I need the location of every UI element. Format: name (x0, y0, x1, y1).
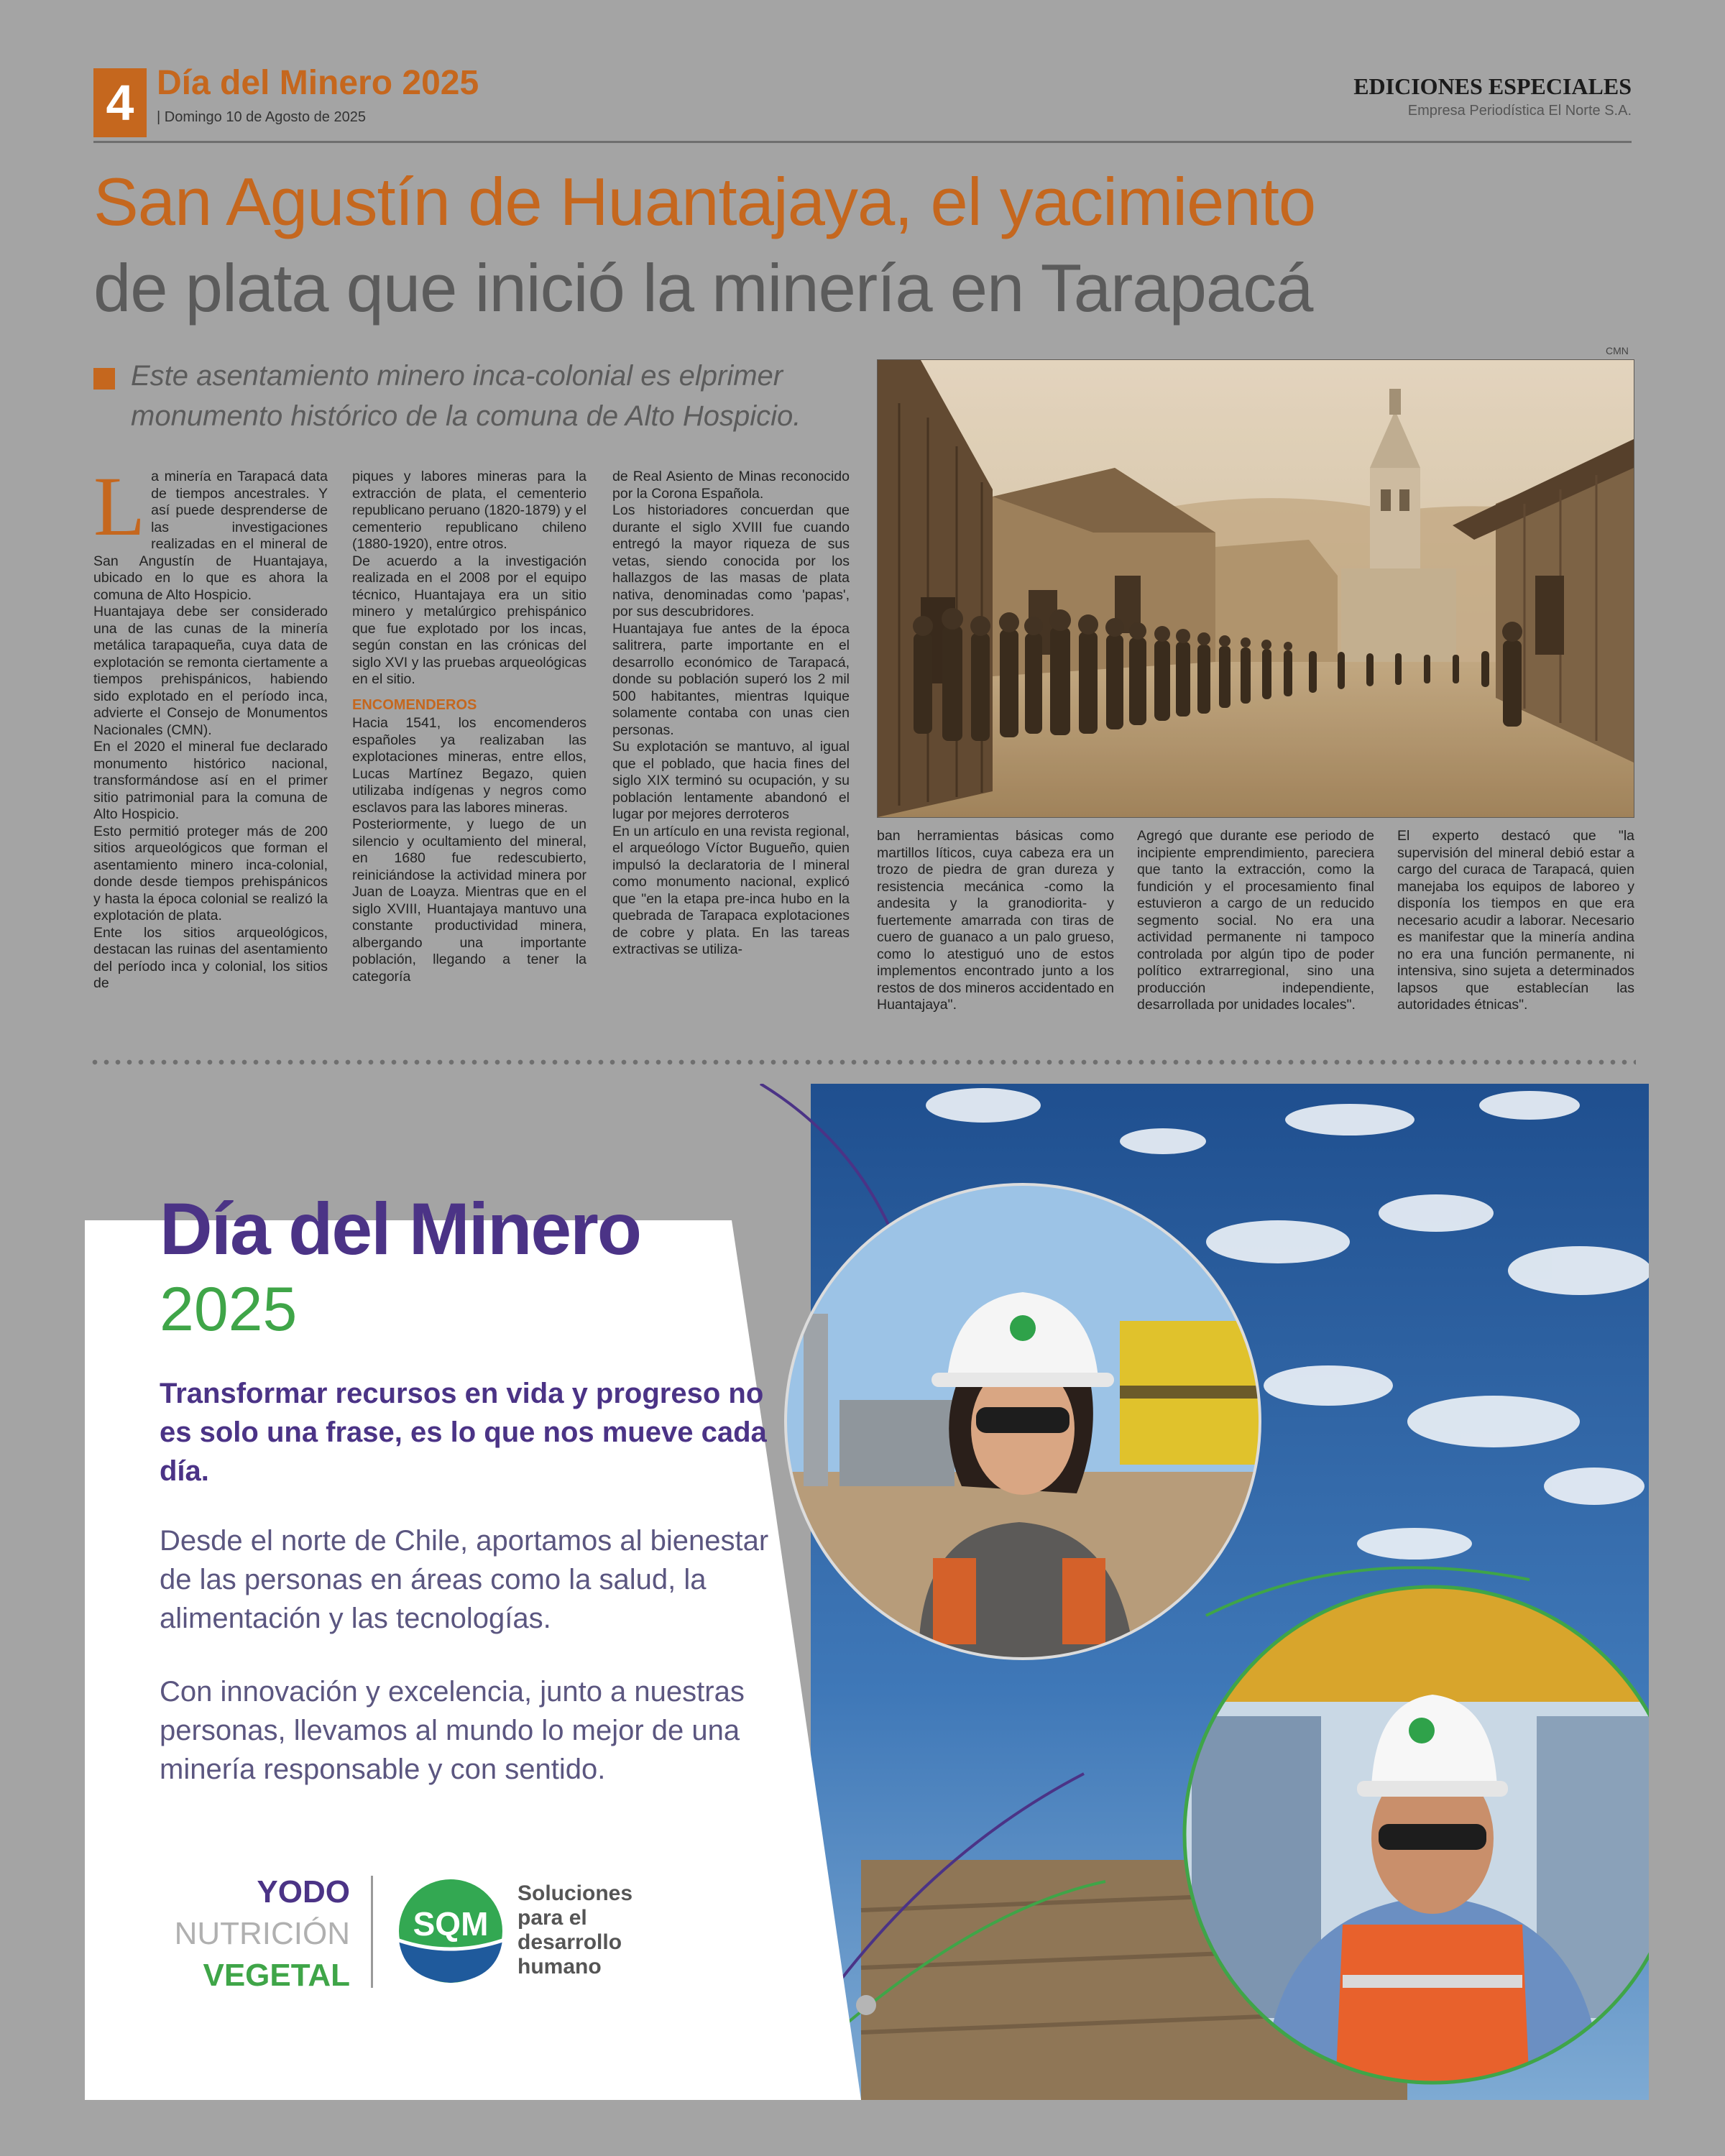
drop-cap: L (93, 459, 146, 553)
logo-yodo: YODO (257, 1874, 350, 1909)
paragraph: piques y labores mineras para la extracción de plata, el cementerio republicano peruano (1820-1879) y el cementerio republicano chileno (1880-1920), entre otros. (352, 469, 586, 552)
lead-text: Este asentamiento minero inca-colonial es elprimer monumento histórico de la comuna de Alto Hospicio. (131, 360, 801, 432)
header-rule (93, 141, 1632, 143)
paragraph: Ente los sitios arqueológicos, destacan las ruinas del asentamiento del período inca y colonial, los sitios de (93, 924, 328, 991)
yodo-nutricion-logo (160, 1871, 350, 1996)
paragraph: Agregó que durante ese periodo de incipiente emprendimiento, pareciera que tanto la extracción, como la fundición y el procesamiento final estuvieron a cargo de un reducido segmento social. No era una actividad permanente ni tampoco controlada por algún tipo de poder político extrarregional, sino una producción independiente, desarrollada por unidades locales". (1137, 828, 1374, 1013)
publisher-subtitle: Empresa Periodística El Norte S.A. (1407, 103, 1632, 119)
paragraph: En un artículo en una revista regional, el arqueólogo Víctor Bugueño, quien impulsó la declaratoria de l mineral como monumento nacional, explicó que "en la etapa pre-inca hubo en la quebrada de Tarapaca explotaciones de cobre y plata. En las tareas extractivas se utiliza- (612, 823, 850, 957)
dotted-separator (89, 1059, 1636, 1065)
logo-vegetal: VEGETAL (203, 1958, 350, 1993)
article-column-6 (1397, 828, 1634, 1014)
paragraph: Huantajaya fue antes de la época salitrera, parte importante en el desarrollo económico de Tarapacá, donde su población superó los 2 mil 500 habitantes, mientras Iquique solamente contaba con unas cien personas. (612, 620, 850, 738)
paragraph: Los historiadores concuerdan que durante el siglo XVIII fue cuando entregó la mayor riqueza de sus vetas, siendo conocida por los hallazgos de las masas de plata nativa, denominadas como 'papas', por sus descubridores. (612, 502, 850, 619)
paragraph: Huantajaya debe ser considerado una de las cunas de la minería metálica tarapaqueña, cuya data de explotación se remonta ciertamente a tiempos prehispánicos, habiendo sido explotado en el período inca, advierte el Consejo de Monumentos Nacionales (CMN). (93, 604, 328, 738)
paragraph: de Real Asiento de Minas reconocido por la Corona Española. (612, 469, 850, 502)
paragraph: ban herramientas básicas como martillos líticos, cuya cabeza era un trozo de piedra de gran dureza y resistencia mecánica -como la andesita y la granodiorita- y fuertemente amarrada con tiras de cuero de guanaco a un palo grueso, como lo atestiguó uno de estos implementos encontrado junto a los restos de dos mineros accidentado en Huantajaya". (877, 828, 1114, 1013)
headline-line-1: San Agustín de Huantajaya, el yacimiento (93, 164, 1316, 239)
logo-separator (371, 1876, 373, 1988)
issue-date: | Domingo 10 de Agosto de 2025 (157, 109, 366, 125)
ad-paragraph-1: Desde el norte de Chile, aportamos al bienestar de las personas en áreas como la salud, la alimentación y las tecnologías. (160, 1525, 769, 1634)
logo-nutricion: NUTRICIÓN (174, 1916, 350, 1951)
article-column-5 (1137, 828, 1374, 1014)
historic-photo (877, 359, 1634, 818)
page-number: 4 (93, 68, 147, 137)
ad-paragraph-2: Con innovación y excelencia, junto a nuestras personas, llevamos al mundo lo mejor de una minería responsable y con sentido. (160, 1676, 745, 1785)
paragraph: Esto permitió proteger más de 200 sitios arqueológicos que forman el asentamiento minero inca-colonial, donde desde tiempos prehispánicos y hasta la época colonial se realizó la explotación de plata. (93, 823, 328, 923)
article-column-4 (877, 828, 1114, 1014)
sqm-logo-text: SQM (413, 1905, 489, 1943)
article-column-2 (352, 469, 586, 985)
historic-photo-illustration (878, 360, 1634, 817)
paragraph: a minería en Tarapacá data de tiempos ancestrales. Y así puede desprenderse de las investigaciones realizadas en el mineral de San Angustín de Huantajaya, ubicado en lo que es ahora la comuna de Alto Hospicio. (93, 469, 328, 603)
ad-bold-statement: Transformar recursos en vida y progreso no es solo una frase, es lo que nos mueve cada día. (160, 1378, 767, 1487)
ad-year: 2025 (160, 1275, 298, 1344)
subheading-encomenderos: ENCOMENDEROS (352, 696, 477, 713)
headline-line-2: de plata que inició la minería en Tarapacá (93, 250, 1313, 326)
paragraph: El experto destacó que "la supervisión del mineral debió estar a cargo del curaca de Tarapacá, quien manejaba los equipos de laboreo y disponía los tiempos en que era necesario acudir a laborar. Necesario es manifestar que la minería andina no era una función permanente, ni intensiva, sino sujeta a determinados lapsos que establecían las autoridades étnicas". (1397, 828, 1634, 1013)
lead-bullet-square (93, 368, 115, 390)
sqm-tagline: Soluciones para el desarrollo humano (518, 1881, 633, 1978)
publisher-name: EDICIONES ESPECIALES (1353, 73, 1632, 99)
paragraph: Su explotación se mantuvo, al igual que el poblado, que hacia fines del siglo XIX terminó su ocupación, y su población lentamente abandonó el lugar por mejores derroteros (612, 739, 850, 822)
article-column-1 (93, 459, 328, 992)
paragraph: Hacia 1541, los encomenderos españoles ya realizaban las explotaciones mineras, entre ellos, Lucas Martínez Begazo, quien utilizaba indígenas y negros como esclavos para las labores mineras. (352, 715, 586, 816)
sqm-logo (397, 1877, 505, 1985)
paragraph: En el 2020 el mineral fue declarado monumento histórico nacional, transformándose así en el primer sitio patrimonial para la comuna de Alto Hospicio. (93, 739, 328, 822)
section-title: Día del Minero 2025 (157, 64, 479, 102)
ad-title: Día del Minero (160, 1188, 641, 1270)
photo-credit: CMN (1606, 345, 1629, 356)
paragraph: De acuerdo a la investigación realizada en el 2008 por el equipo técnico, Huantajaya era un sitio minero y metalúrgico prehispánico que fue explotado por los incas, según constan en las crónicas del siglo XVI y las pruebas arqueológicas en el sitio. (352, 553, 586, 687)
paragraph: Posteriormente, y luego de un silencio y ocultamiento del mineral, en 1680 fue redescubierto, reiniciándose la actividad minera por Juan de Loayza. Mientras que en el siglo XVIII, Huantajaya mantuvo una constante productividad minera, albergando una importante población, llegando a tener la categoría (352, 816, 586, 985)
article-column-3 (612, 469, 850, 959)
